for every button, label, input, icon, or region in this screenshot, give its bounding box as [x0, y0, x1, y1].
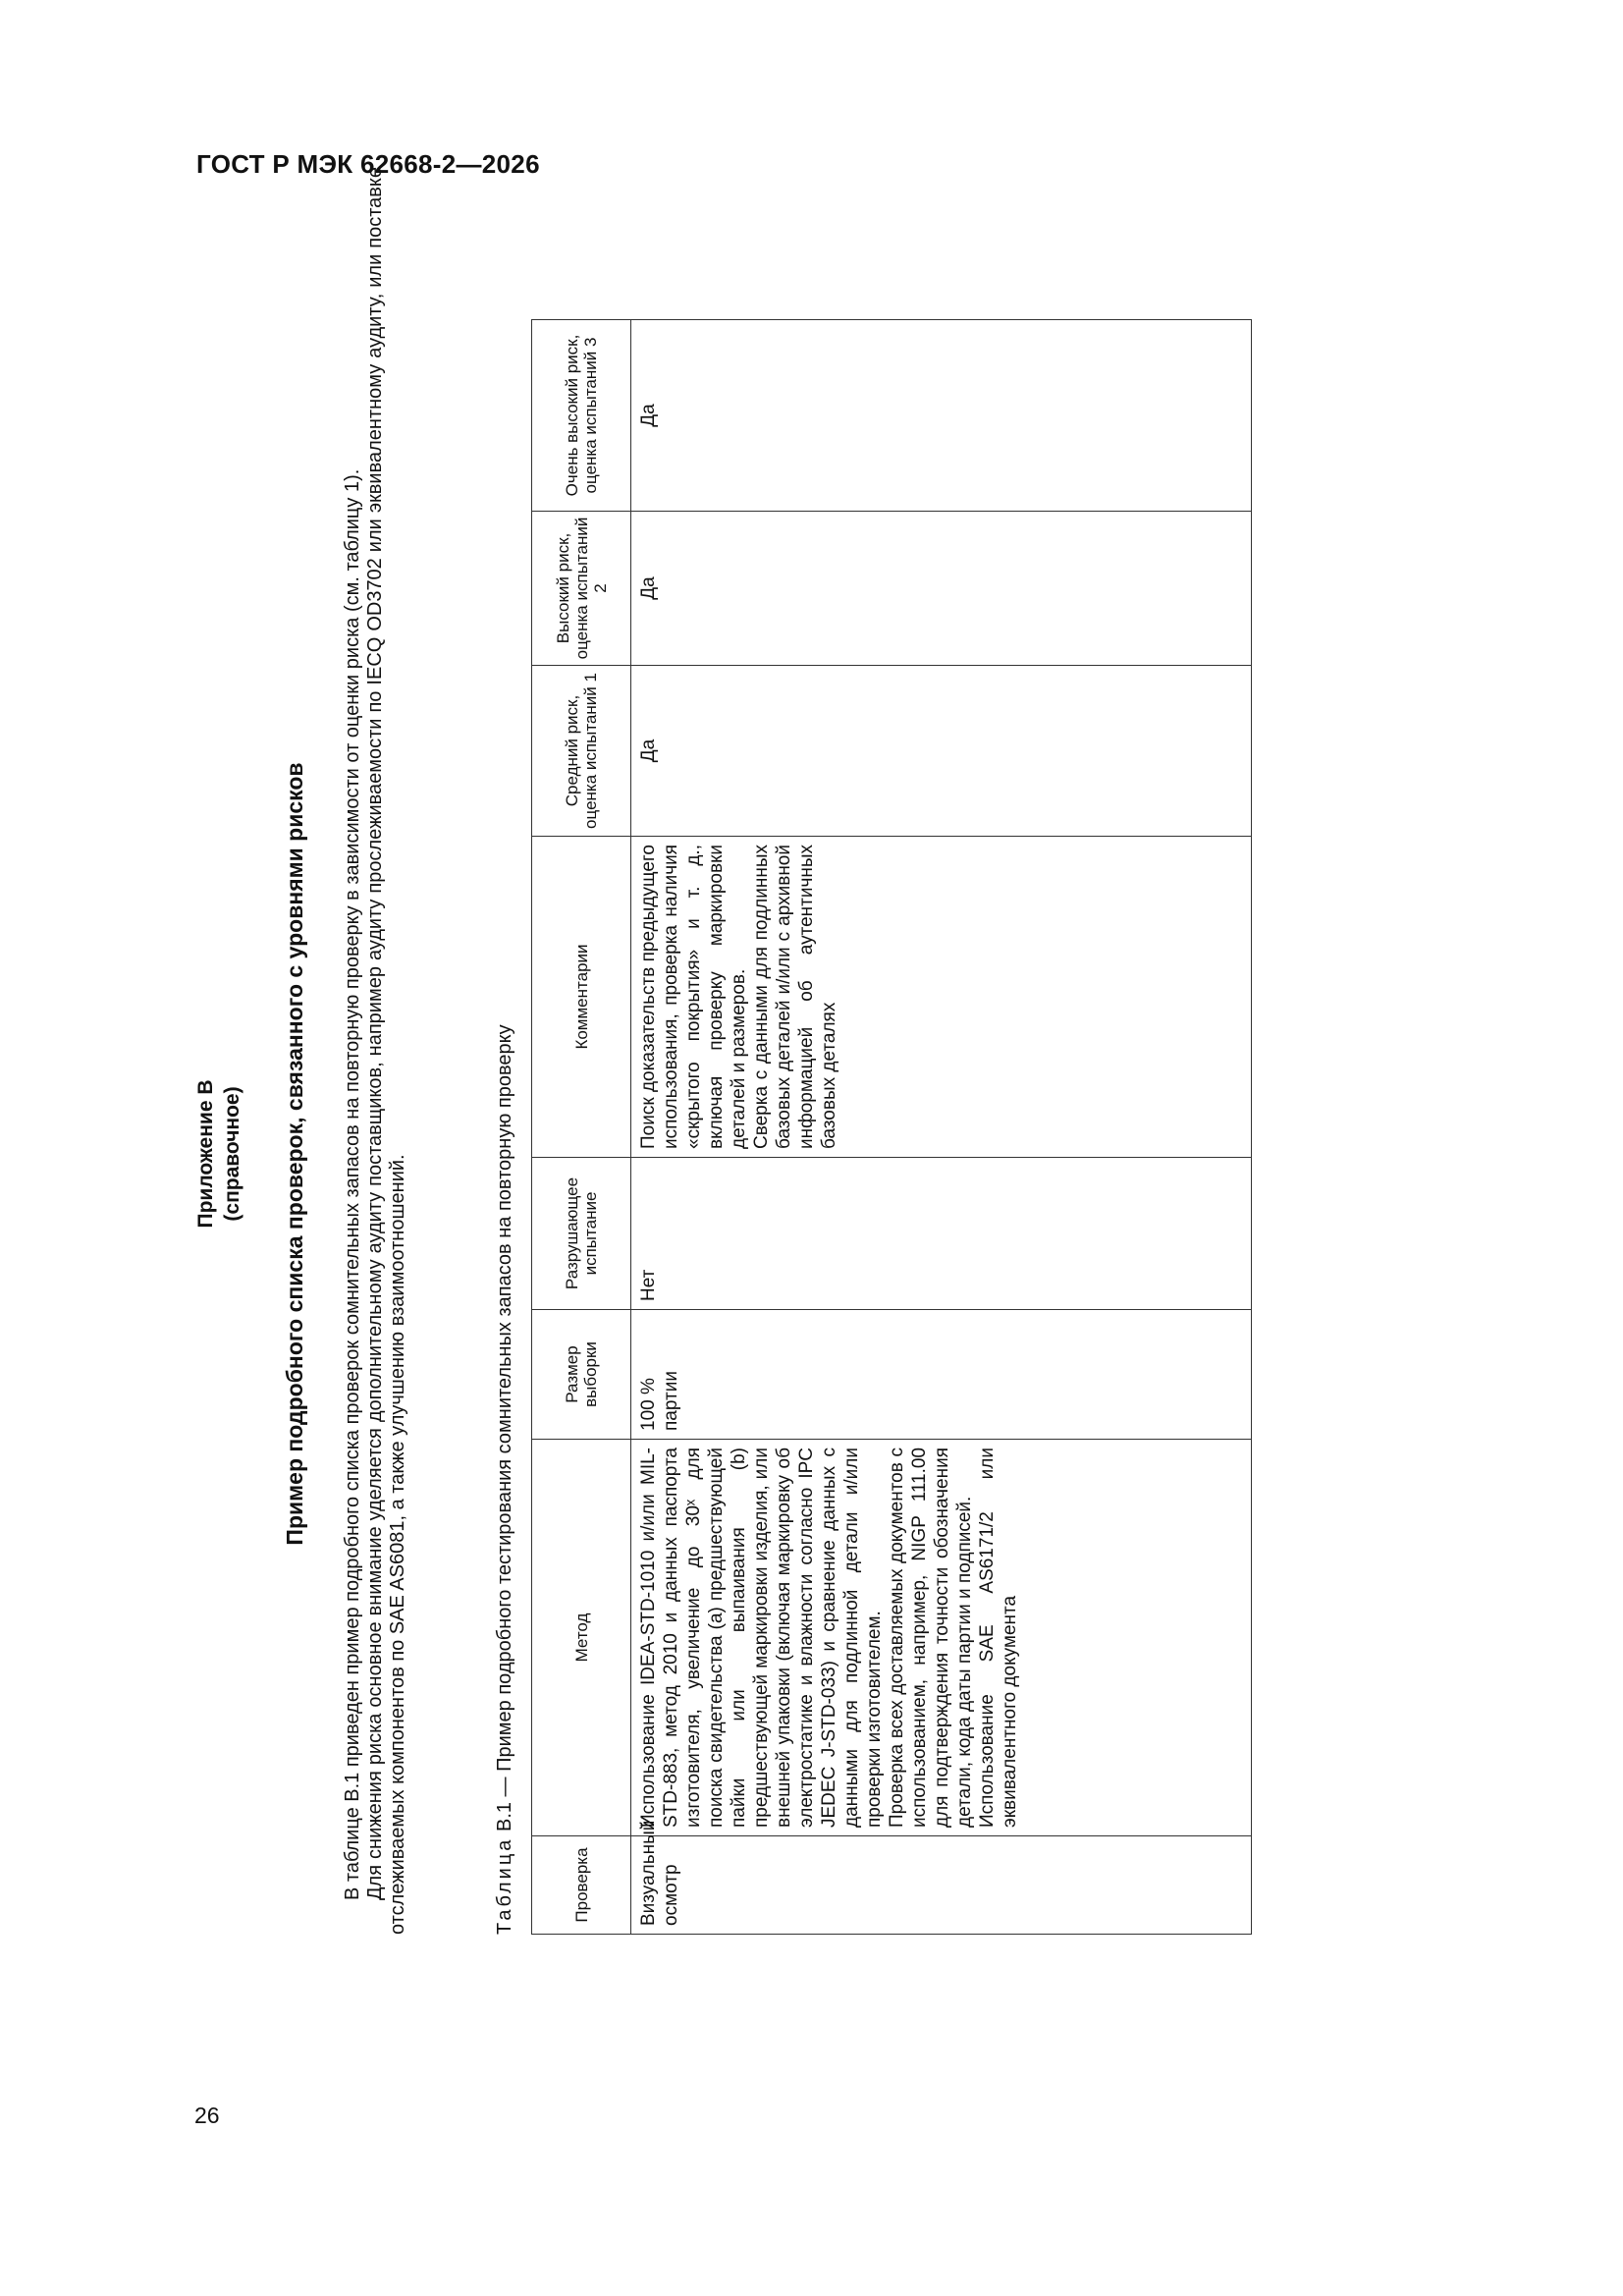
table-caption-label: Таблица: [494, 1836, 515, 1935]
table-row: [631, 320, 1252, 1935]
header-sample-size: Размер выборки: [532, 1310, 631, 1440]
header-method: Метод: [532, 1440, 631, 1836]
table-caption: [494, 1024, 516, 1935]
annex-heading: [192, 221, 245, 2087]
cell-very-high-risk: Да: [631, 320, 1252, 512]
header-destructive: Разрушающее испытание: [532, 1158, 631, 1310]
header-check: Проверка: [532, 1836, 631, 1935]
cell-high-risk: Да: [631, 512, 1252, 666]
header-comments: Комментарии: [532, 837, 631, 1158]
cell-sample-size: 100 % партии: [631, 1310, 1252, 1440]
comments-paragraph-2: Сверка с данными для подлинных базовых деталей и/или с архивной информацией об аутентичных базовых деталях: [751, 845, 839, 1149]
section-title: Пример подробного списка проверок, связанного с уровнями рисков: [282, 762, 307, 1546]
header-high-risk: Высокий риск, оценка испытаний 2: [532, 512, 631, 666]
annex-subtitle: (справочное): [221, 1086, 243, 1222]
header-very-high-risk: Очень высокий риск, оценка испытаний 3: [532, 320, 631, 512]
table-header-row: [532, 320, 631, 1935]
cell-destructive: Нет: [631, 1158, 1252, 1310]
document-code: ГОСТ Р МЭК 62668-2—2026: [196, 149, 540, 179]
cell-medium-risk: Да: [631, 666, 1252, 837]
intro-text: [342, 167, 409, 1935]
method-paragraph-1: Использование IDEA-STD-1010 и/или MIL-STD-883, метод 2010 и данных паспорта изготовителя, увеличение до 30ˣ для поиска свидетельства (a) предшествующей пайки или выпаивания (b) предшествующей маркировки изделия, или внешней упаковки (включая маркировку об электростатике и влажности согласно IPC JEDEC J-STD-033) и сравнение данных с данными для подлинной детали и/или проверки изготовителем.: [638, 1448, 885, 1828]
method-paragraph-2: Проверка всех доставляемых документов с использованием, например, NIGP 111.00 для подтверждения точности обозначения детали, кода даты партии и подписей.: [887, 1448, 975, 1828]
cell-comments: [631, 837, 1252, 1158]
rotated-content: [192, 167, 1263, 2087]
method-paragraph-3: Использование SAE AS6171/2 или эквивалентного документа: [977, 1448, 1020, 1828]
intro-paragraph-1: В таблице В.1 приведен пример подробного списка проверок сомнительных запасов на повторную проверку в зависимости от оценки риска (см. таблицу 1).: [342, 468, 363, 1900]
checks-table: [531, 319, 1252, 1935]
annex-title: Приложение В: [194, 1079, 217, 1229]
page-number: 26: [194, 2103, 220, 2128]
header-medium-risk: Средний риск, оценка испытаний 1: [532, 666, 631, 837]
intro-paragraph-2: Для снижения риска основное внимание уделяется дополнительному аудиту поставщиков, например аудиту прослеживаемости по IECQ OD3702 или эквивалентному аудиту, или поставке отслеживаемых компонентов по SAE AS6081, а также улучшению взаимоотношений.: [364, 167, 408, 1935]
cell-method: [631, 1440, 1252, 1836]
comments-paragraph-1: Поиск доказательств предыдущего использования, проверка наличия «скрытого покрытия» и т. д., включая проверку маркировки деталей и размеров.: [638, 845, 749, 1149]
cell-check: Визуальный осмотр: [631, 1836, 1252, 1935]
table-caption-text: В.1 — Пример подробного тестирования сомнительных запасов на повторную проверку: [494, 1024, 515, 1837]
